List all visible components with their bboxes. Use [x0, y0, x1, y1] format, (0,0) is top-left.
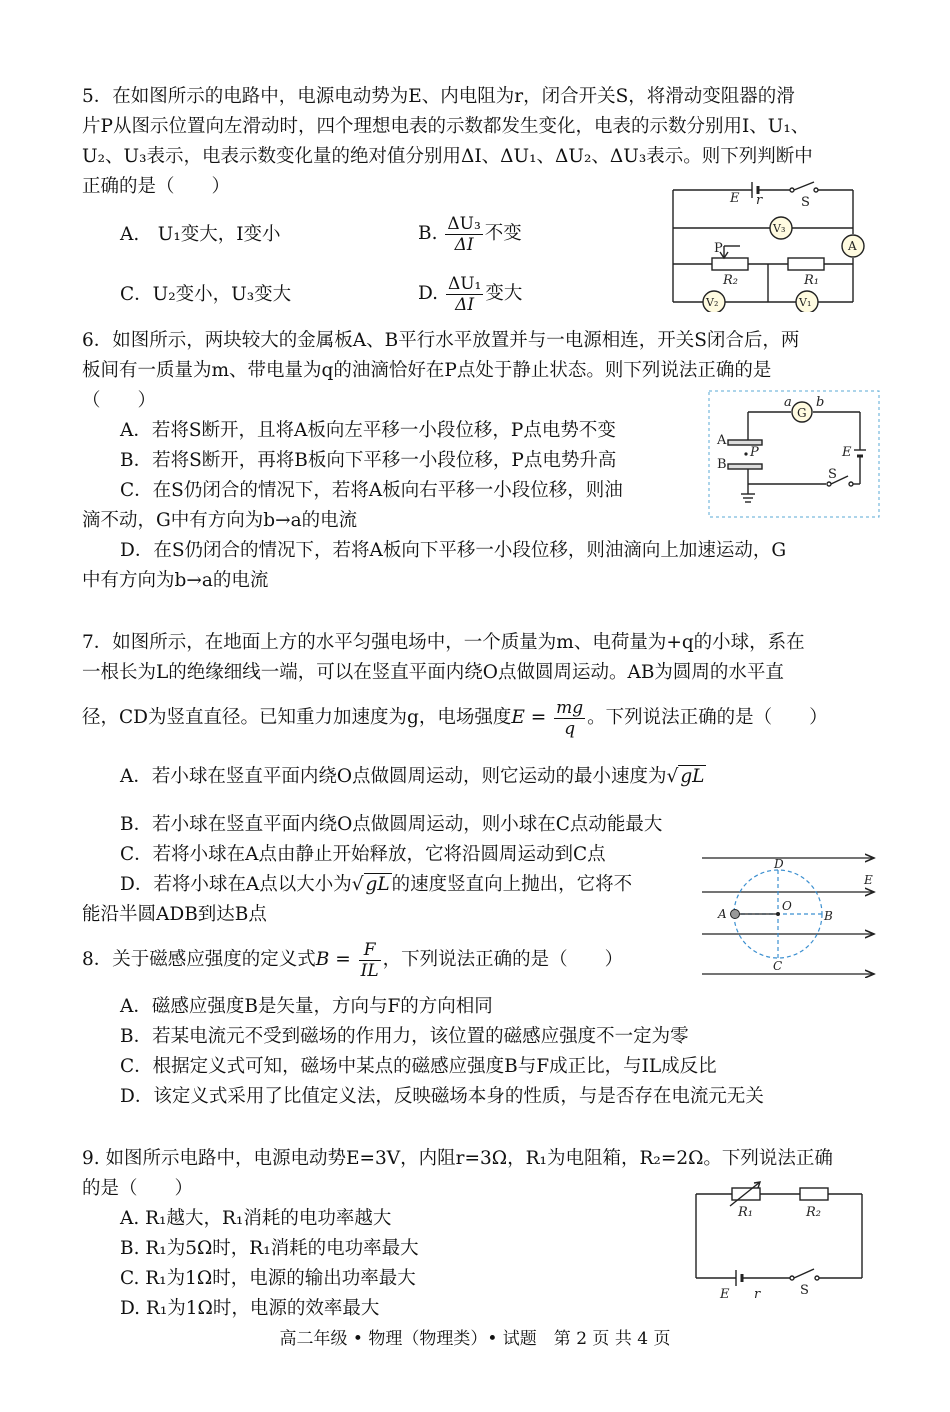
q5-option-d-den: ΔI — [455, 294, 475, 315]
q5-fig-label-p: P — [714, 241, 723, 256]
page-footer: 高二年级 • 物理（物理类）• 试题 第 2 页 共 4 页 — [279, 1329, 671, 1349]
q7-option-a — [120, 764, 706, 790]
q5-option-b-label: B. — [418, 223, 438, 244]
q5-option-b-num: ΔU₃ — [447, 213, 481, 234]
q8-option-a: A．磁感应强度B是矢量，方向与F的方向相同 — [120, 996, 493, 1017]
q5-option-d — [418, 268, 522, 320]
q6-option-d-line2: 中有方向为b→a的电流 — [82, 570, 269, 591]
q8-stem-pre: 8．关于磁感应强度的定义式 — [82, 949, 316, 970]
q7-field-den: q — [564, 718, 576, 739]
q9-circuit-diagram — [690, 1180, 870, 1304]
q6-stem-line2: 板间有一质量为m、带电量为q的油滴恰好在P点处于静止状态。则下列说法正确的是 — [82, 360, 772, 381]
q6-fig-label-p: P — [750, 445, 759, 460]
q5-option-c: C．U₂变小，U₃变大 — [120, 284, 292, 305]
q9-option-a: A. R₁越大，R₁消耗的电功率越大 — [120, 1208, 392, 1229]
q7-option-a-sqrt: √ gL — [666, 766, 705, 787]
q6-fig-label-plate-b: B — [717, 457, 727, 472]
q7-option-b: B．若小球在竖直平面内绕O点做圆周运动，则小球在C点动能最大 — [120, 814, 663, 835]
q7-stem-line3 — [82, 692, 828, 744]
q5-circuit-diagram — [668, 178, 868, 312]
q6-option-a: A．若将S断开，且将A板向左平移一小段位移，P点电势不变 — [120, 420, 616, 441]
q7-stem-line2: 一根长为L的绝缘细线一端，可以在竖直平面内绕O点做圆周运动。AB为圆周的水平直 — [82, 662, 784, 683]
q5-stem-line3: U₂、U₃表示，电表示数变化量的绝对值分别用ΔI、ΔU₁、ΔU₂、ΔU₃表示。则下列判断中 — [82, 146, 813, 167]
q7-stem-line1: 7．如图所示，在地面上方的水平匀强电场中，一个质量为m、电荷量为+q的小球，系在 — [82, 632, 805, 653]
q7-option-d-radicand: gL — [365, 874, 390, 895]
q7-option-d-post: 的速度竖直向上抛出，它将不 — [391, 874, 633, 895]
q7-option-a-radicand: gL — [680, 766, 705, 787]
q7-fig-label-b: B — [824, 909, 833, 923]
q5-fig-label-a: A — [848, 239, 857, 253]
q7-option-d-pre: D．若将小球在A点以大小为 — [120, 874, 352, 895]
q6-fig-label-g: G — [797, 406, 807, 420]
q6-fig-label-s: S — [828, 467, 837, 482]
q7-field-fraction — [554, 698, 585, 739]
q5-fig-label-r: r — [756, 193, 763, 208]
q9-fig-label-r2: R₂ — [806, 1205, 821, 1220]
q6-fig-label-e: E — [842, 445, 852, 460]
q7-option-a-text: A．若小球在竖直平面内绕O点做圆周运动，则它运动的最小速度为 — [120, 766, 667, 787]
q8-fraction — [359, 940, 381, 981]
q6-option-b: B．若将S断开，再将B板向下平移一小段位移，P点电势升高 — [120, 450, 617, 471]
q7-fig-label-o: O — [782, 899, 792, 913]
q5-fig-label-v2: V₂ — [706, 296, 719, 309]
q9-stem-line1: 9. 如图所示电路中，电源电动势E=3V，内阻r=3Ω，R₁为电阻箱，R₂=2Ω。下列说法正确 — [82, 1148, 833, 1169]
q7-stem-line3-pre: 径，CD为竖直直径。已知重力加速度为g，电场强度 — [82, 707, 512, 728]
q5-option-a: A. U₁变大，I变小 — [120, 224, 281, 245]
q8-fraction-den: IL — [360, 960, 379, 981]
q5-fig-label-s: S — [801, 195, 810, 210]
q5-fig-label-v1: V₁ — [799, 296, 812, 309]
q5-fig-label-e: E — [730, 191, 740, 206]
q7-fig-label-e: E — [864, 873, 873, 887]
q6-option-c-line1: C．在S仍闭合的情况下，若将A板向右平移一小段位移，则油 — [120, 480, 623, 501]
q8-option-d: D．该定义式采用了比值定义法，反映磁场本身的性质，与是否存在电流元无关 — [120, 1086, 764, 1107]
q6-fig-label-a-point: a — [784, 395, 792, 410]
q7-option-d-line1 — [120, 872, 632, 898]
q5-stem-line1: 5．在如图所示的电路中，电源电动势为E、内电阻为r，闭合开关S，将滑动变阻器的滑 — [82, 86, 795, 107]
q6-fig-label-b-point: b — [816, 395, 825, 410]
q7-field-circle-diagram — [698, 852, 880, 978]
q6-fig-label-plate-a: A — [717, 433, 727, 448]
q5-fig-label-r2: R₂ — [723, 273, 738, 288]
q7-stem-line3-post: 。下列说法正确的是（ ） — [587, 707, 828, 728]
q7-field-num: mg — [556, 697, 584, 718]
q5-option-d-label: D. — [418, 283, 439, 304]
q8-option-b: B．若某电流元不受到磁场的作用力，该位置的磁感应强度不一定为零 — [120, 1026, 689, 1047]
q6-option-c-line2: 滴不动，G中有方向为b→a的电流 — [82, 510, 358, 531]
q8-stem-post: ，下列说法正确的是（ ） — [382, 949, 624, 970]
q9-fig-label-s: S — [800, 1283, 809, 1298]
q9-stem-line2: 的是（ ） — [82, 1178, 194, 1199]
q8-b-symbol: B = — [315, 949, 351, 970]
q5-stem-line4: 正确的是（ ） — [82, 176, 231, 197]
q8-stem-line1 — [82, 934, 623, 986]
q5-fig-label-r1: R₁ — [804, 273, 819, 288]
q8-option-c: C．根据定义式可知，磁场中某点的磁感应强度B与F成正比，与IL成反比 — [120, 1056, 717, 1077]
q7-field-e-symbol: E = — [511, 707, 547, 728]
q7-option-d-line2: 能沿半圆ADB到达B点 — [82, 904, 267, 925]
q7-fig-label-a: A — [718, 907, 727, 921]
q5-option-d-tail: 变大 — [485, 283, 523, 304]
q5-option-b-tail: 不变 — [484, 223, 522, 244]
q7-fig-label-c: C — [773, 959, 783, 973]
q9-option-c: C. R₁为1Ω时，电源的输出功率最大 — [120, 1268, 416, 1289]
q5-option-b-den: ΔI — [454, 234, 474, 255]
q7-option-d-sqrt: √ gL — [351, 874, 390, 895]
q9-option-d: D. R₁为1Ω时，电源的效率最大 — [120, 1298, 380, 1319]
q6-capacitor-diagram — [708, 390, 880, 518]
q6-stem-line3: （ ） — [82, 390, 157, 411]
q6-option-d-line1: D．在S仍闭合的情况下，若将A板向下平移一小段位移，则油滴向上加速运动，G — [120, 540, 787, 561]
q8-fraction-num: F — [359, 940, 381, 961]
q7-fig-label-d: D — [774, 857, 784, 871]
q9-option-b: B. R₁为5Ω时，R₁消耗的电功率最大 — [120, 1238, 419, 1259]
q7-option-c: C．若将小球在A点由静止开始释放，它将沿圆周运动到C点 — [120, 844, 606, 865]
q5-option-d-fraction — [446, 274, 483, 315]
q9-fig-label-e: E — [720, 1287, 730, 1302]
q6-stem-line1: 6．如图所示，两块较大的金属板A、B平行水平放置并与一电源相连，开关S闭合后，两 — [82, 330, 800, 351]
q5-stem-line2: 片P从图示位置向左滑动时，四个理想电表的示数都发生变化，电表的示数分别用I、U₁、 — [82, 116, 810, 137]
q5-option-b-fraction — [445, 214, 482, 255]
q9-fig-label-r1: R₁ — [738, 1205, 753, 1220]
q5-fig-label-v3: V₃ — [773, 222, 786, 235]
q5-option-d-num: ΔU₁ — [447, 273, 482, 294]
q9-fig-label-r: r — [754, 1287, 761, 1302]
q5-option-b — [418, 208, 522, 260]
